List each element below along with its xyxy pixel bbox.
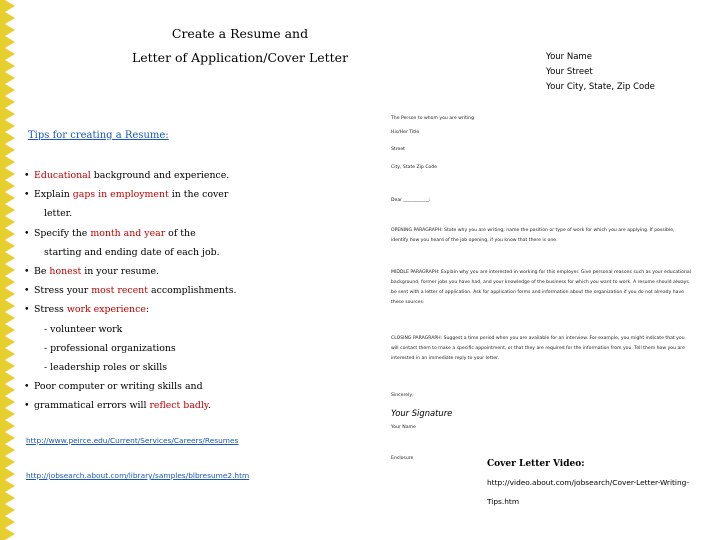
- tip-text: Explain: [34, 189, 73, 201]
- tip-item: [34, 243, 237, 262]
- letter-signature: Your Signature: [391, 408, 453, 418]
- opening-paragraph: OPENING PARAGRAPH: State why you are writing; name the position or type of work for which you are applying. If possible, identify how you heard of the job opening, if you know that there is one.: [391, 228, 675, 243]
- resume-link-about[interactable]: http://jobsearch.about.com/library/samples/blbresume2.htm: [26, 471, 250, 480]
- tip-item: [24, 262, 237, 281]
- tip-highlight: gaps in employment: [72, 189, 169, 201]
- bullet-icon: •: [24, 400, 30, 412]
- bullet-icon: •: [24, 189, 30, 201]
- tip-text: Stress your: [34, 285, 92, 297]
- bullet-icon: •: [24, 227, 30, 239]
- tip-text: Educational: [34, 170, 91, 181]
- tip-highlight: honest: [49, 266, 82, 278]
- tip-continuation: - leadership roles or skills: [44, 362, 168, 374]
- tip-item: [24, 185, 237, 204]
- tip-continuation: letter.: [44, 208, 73, 220]
- tip-continuation: starting and ending date of each job.: [44, 246, 220, 258]
- letter-sincerely: Sincerely,: [391, 393, 414, 398]
- tips-heading: Tips for creating a Resume:: [28, 130, 169, 141]
- bullet-icon: •: [24, 381, 30, 393]
- tip-continuation: - volunteer work: [44, 323, 123, 335]
- video-heading: Cover Letter Video:: [487, 459, 585, 469]
- closing-paragraph: CLOSING PARAGRAPH: Suggest a time period when you are available for an interview. For example, you might indicate that you will contact them to make a specific appointment, or that they are required for the information from you. Tell them how you are interested in an immediate reply to your letter.: [391, 336, 685, 361]
- tip-text-end: background and experience.: [90, 170, 230, 181]
- tip-highlight: month and year: [90, 227, 166, 239]
- sender-name: Your Name: [546, 52, 592, 62]
- zigzag-border-decoration: [0, 0, 24, 540]
- bullet-icon: •: [24, 304, 30, 316]
- tip-item: [24, 300, 237, 319]
- tip-item: [24, 396, 237, 415]
- tip-text-end: :: [145, 304, 150, 316]
- sender-street: Your Street: [546, 67, 593, 77]
- tip-item: [24, 166, 237, 185]
- tip-text-end: in the cover: [168, 189, 229, 201]
- tip-text: grammatical errors will: [34, 400, 150, 412]
- tip-text-end: of the: [165, 227, 196, 239]
- tip-text: Stress: [34, 304, 67, 316]
- letter-salutation: Dear ___________:: [391, 198, 431, 203]
- letter-recipient-title: His/Her Title: [391, 130, 420, 135]
- tip-text: Specify the: [34, 227, 91, 239]
- tip-item: [34, 339, 237, 358]
- sender-city: Your City, State, Zip Code: [546, 82, 655, 92]
- video-link[interactable]: http://video.about.com/jobsearch/Cover-Letter-Writing-Tips.htm: [487, 478, 690, 506]
- bullet-icon: •: [24, 285, 30, 297]
- bullet-icon: •: [24, 170, 30, 181]
- middle-paragraph: MIDDLE PARAGRAPH: Explain why you are interested in working for this employer. Give personal reasons such as your educational background, former jobs you have had, and your knowledge of the business for which you want to work. A resume should always be sent with a letter of application. Ask for application forms and information about the organization if you do not already have these sources.: [391, 270, 691, 305]
- tip-item: [34, 204, 237, 223]
- tip-highlight: work experience: [66, 304, 146, 316]
- page-title: [130, 26, 350, 65]
- tip-highlight: most recent: [91, 285, 148, 297]
- tip-item: [34, 358, 237, 377]
- letter-recipient-city: City, State Zip Code: [391, 165, 438, 170]
- letter-enclosure: Enclosure: [391, 456, 414, 461]
- tip-text-end: .: [207, 400, 211, 412]
- title-line-2: Letter of Application/Cover Letter: [131, 50, 349, 65]
- tip-continuation: - professional organizations: [44, 342, 176, 354]
- tip-item: [24, 377, 237, 396]
- sender-address: [546, 50, 655, 95]
- tip-item: [24, 281, 237, 300]
- tip-highlight: reflect badly: [149, 400, 208, 412]
- tips-list: [24, 166, 237, 416]
- letter-typed-name: Your Name: [391, 425, 416, 430]
- tip-text-end: accomplishments.: [148, 285, 237, 297]
- tip-item: [34, 320, 237, 339]
- resume-link-peirce[interactable]: http://www.peirce.edu/Current/Services/Careers/Resumes: [26, 436, 239, 445]
- bullet-icon: •: [24, 266, 30, 278]
- tip-text: Poor computer or writing skills and: [34, 381, 203, 393]
- letter-recipient: The Person to whom you are writing: [391, 116, 475, 121]
- letter-recipient-street: Street: [391, 147, 405, 152]
- tip-text: Be: [34, 266, 50, 278]
- title-line-1: Create a Resume and: [171, 26, 309, 41]
- tip-item: [24, 224, 237, 243]
- tip-text-end: in your resume.: [81, 266, 160, 278]
